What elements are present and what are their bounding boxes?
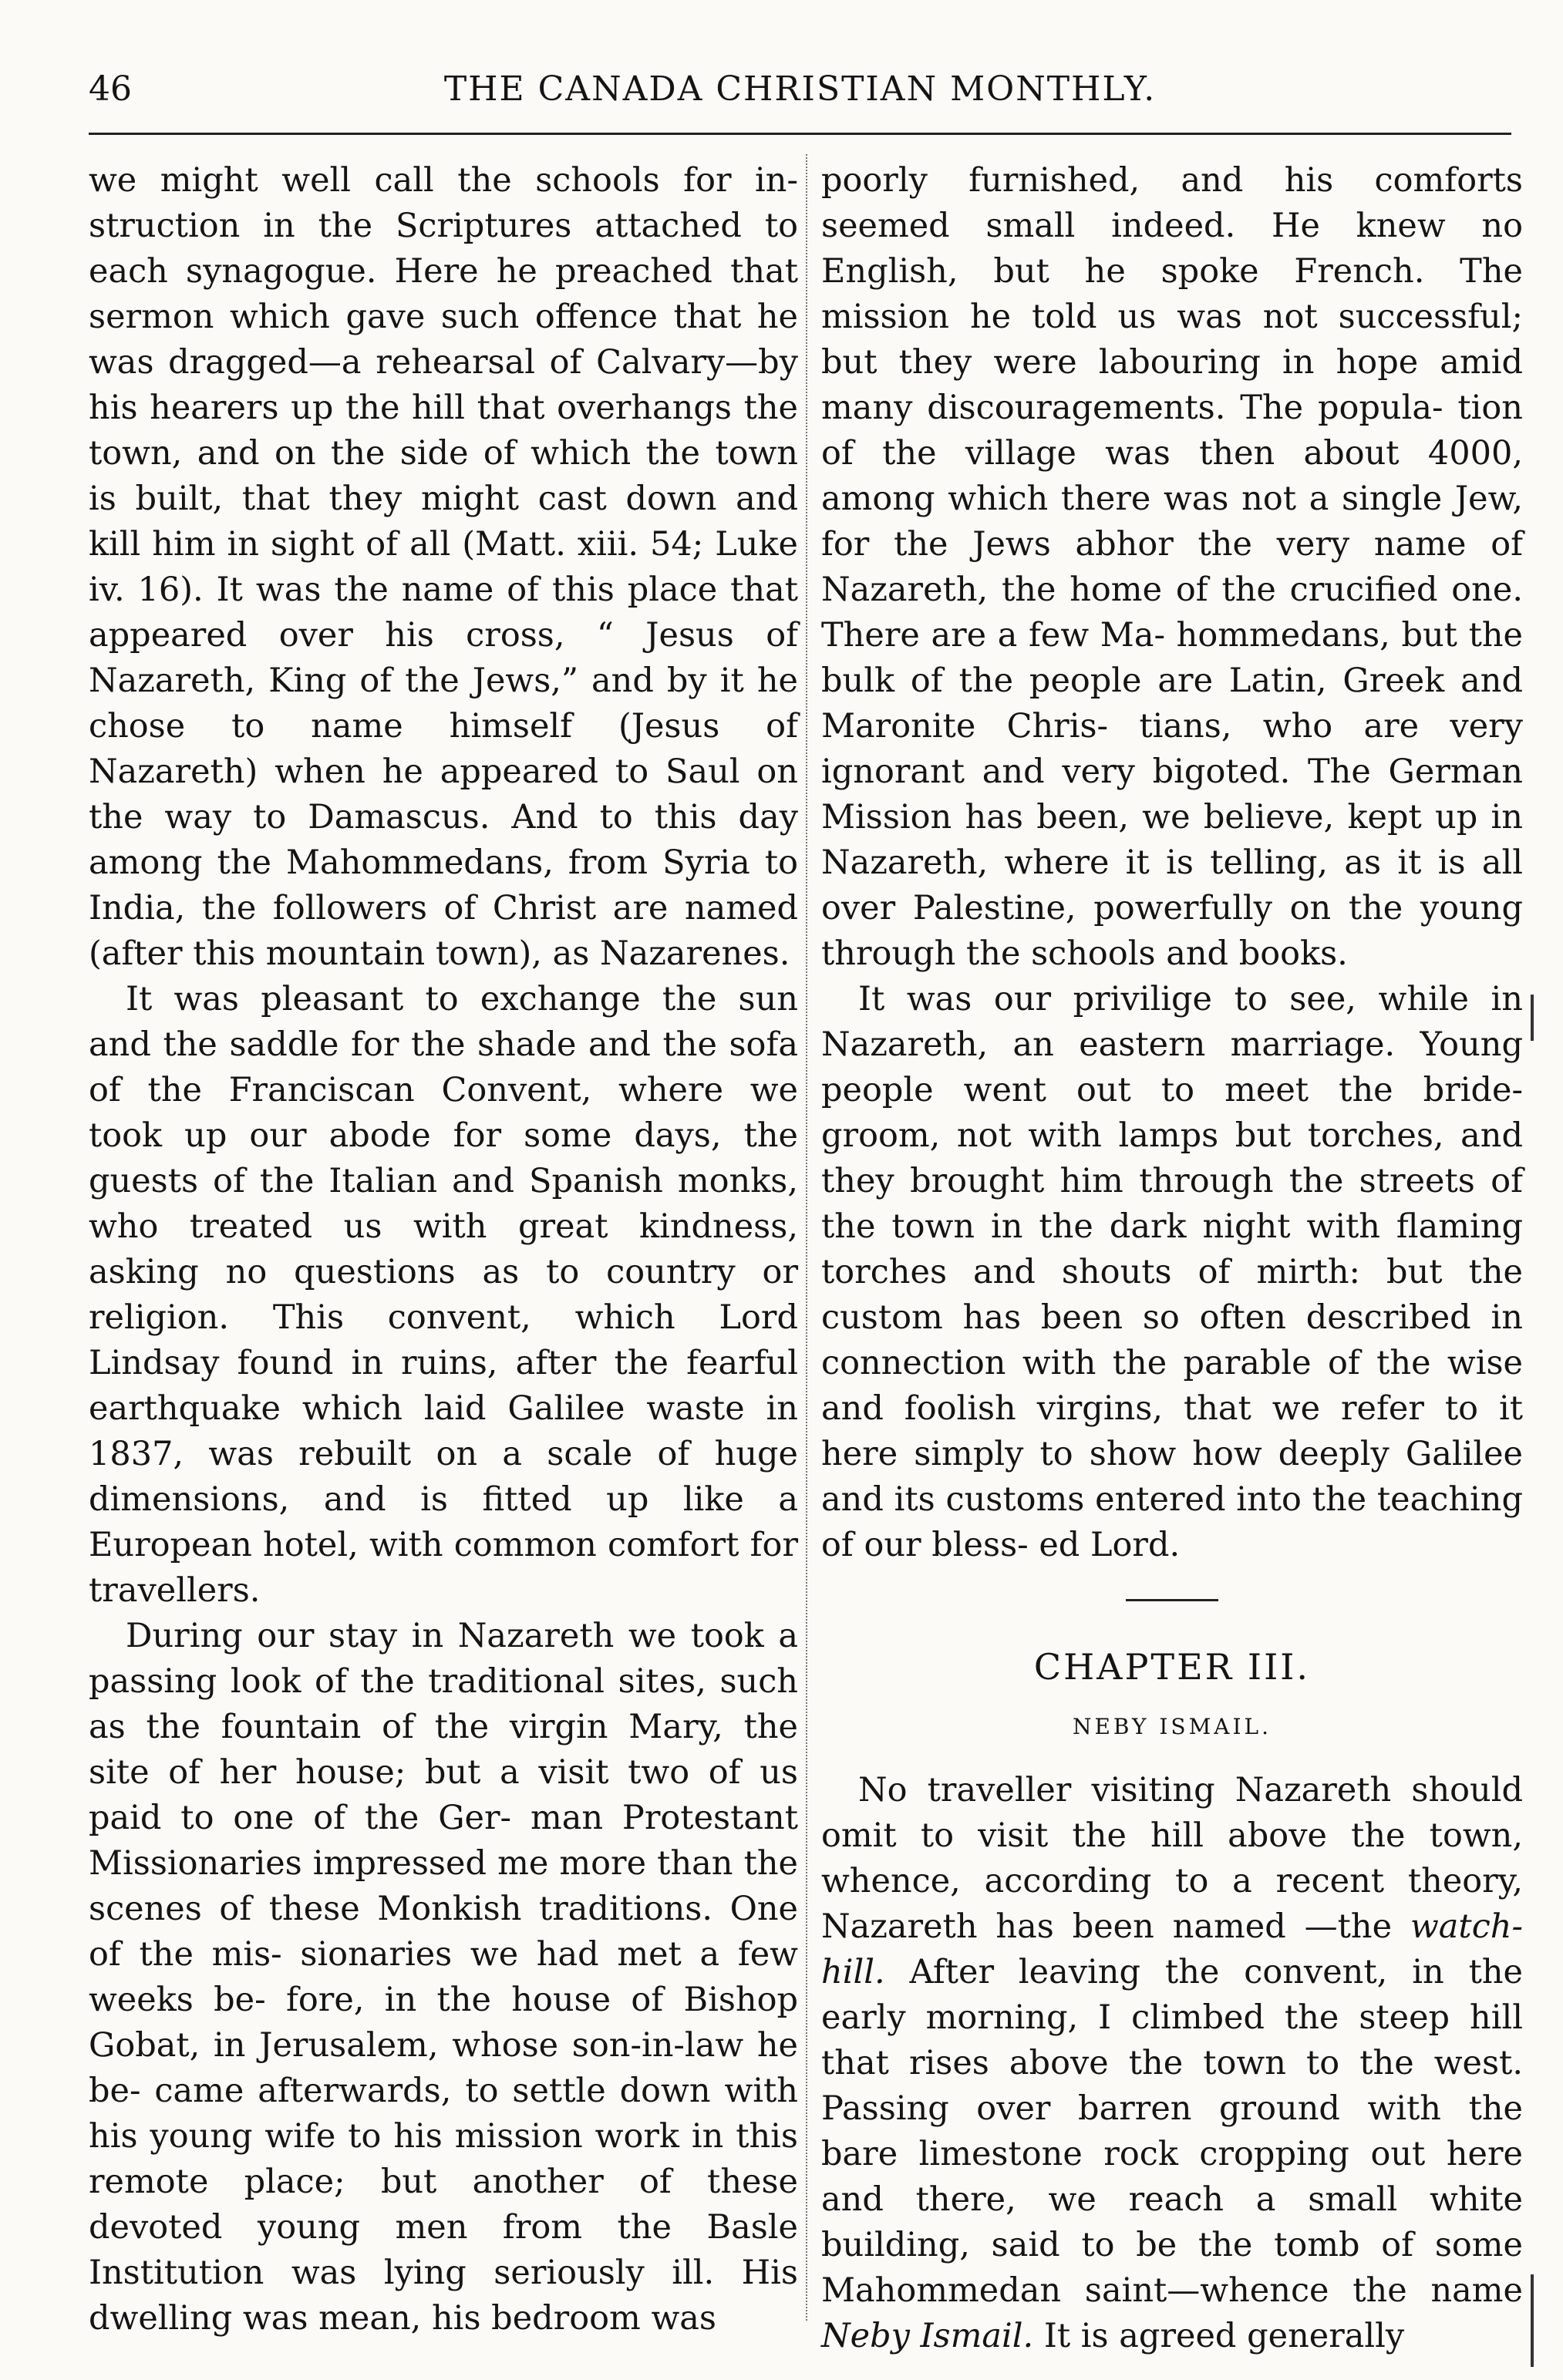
page-header	[89, 69, 1511, 123]
section-ornament-rule	[1126, 1599, 1218, 1601]
paragraph-3-italic-watch-hill: watch- hill.	[821, 1907, 1523, 1991]
scan-edge-mark	[1531, 2274, 1534, 2367]
left-paragraph-2: It was pleasant to exchange the sun and the saddle for the shade and the sofa of the Franciscan Convent, where we took up our abode for some days, the guests of the Italian and Spanish monks, who treated us with great kindness, asking no questions as to country or religion. This convent, which Lord Lindsay found in ruins, after the fearful earthquake which laid Galilee waste in 1837, was rebuilt on a scale of huge dimensions, and is fitted up like a European hotel, with common comfort for travellers.	[89, 980, 798, 1610]
paragraph-3-text-c: It is agreed generally	[1033, 2317, 1405, 2355]
right-paragraph-1: poorly furnished, and his comforts seemed small indeed. He knew no English, but he spoke French. The mission he told us was not successful; but they were labouring in hope amid many discouragements. The popula- tion of the village was then about 4000, among which there was not a single Jew, for the Jews abhor the very name of Nazareth, the home of the crucified one. There are a few Ma- hommedans, but the bulk of the people are Latin, Greek and Maronite Chris- tians, who are very ignorant and very bigoted. The German Mission has been, we believe, kept up in Nazareth, where it is telling, as it is all over Palestine, powerfully on the young through the schools and books.	[821, 161, 1523, 973]
left-paragraph-3: During our stay in Nazareth we took a passing look of the traditional sites, such as the fountain of the virgin Mary, the site of her house; but a visit two of us paid to one of the Ger- man Protestant Missionaries impressed me more than the scenes of these Monkish traditions. One of the mis- sionaries we had met a few weeks be- fore, in the house of Bishop Gobat, in Jerusalem, whose son-in-law he be- came afterwards, to settle down with his young wife to his mission work in this remote place; but another of these devoted young men from the Basle Institution was lying seriously ill. His dwelling was mean, his bedroom was	[89, 1617, 798, 2338]
chapter-subheading: NEBY ISMAIL.	[1072, 1714, 1272, 1739]
left-column	[89, 158, 798, 2341]
running-title: THE CANADA CHRISTIAN MONTHLY.	[443, 69, 1157, 109]
chapter-heading: CHAPTER III.	[1033, 1646, 1311, 1688]
paragraph-3-text-a: No traveller visiting Nazareth should omit to visit the hill above the town, whence, according to a recent theory, Nazareth has been named —the	[821, 1771, 1523, 1946]
right-column	[821, 158, 1523, 2359]
left-paragraph-1: we might well call the schools for in- struction in the Scriptures attached to each synagogue. Here he preached that sermon which gave such offence that he was dragged—a rehearsal of Calvary—by his hearers up the hill that overhangs the town, and on the side of which the town is built, that they might cast down and kill him in sight of all (Matt. xiii. 54; Luke iv. 16). It was the name of this place that appeared over his cross, “ Jesus of Nazareth, King of the Jews,” and by it he chose to name himself (Jesus of Nazareth) when he appeared to Saul on the way to Damascus. And to this day among the Mahommedans, from Syria to India, the followers of Christ are named (after this mountain town), as Nazarenes.	[89, 161, 798, 973]
column-divider	[806, 154, 807, 2321]
page-number: 46	[89, 69, 132, 109]
paragraph-3-text-b: After leaving the convent, in the early morning, I climbed the steep hill that rises above the town to the west. Passing over barren ground with the bare limestone rock cropping out here and there, we reach a small white building, said to be the tomb of some Mahommedan saint—whence the name	[821, 1953, 1523, 2310]
right-paragraph-3	[821, 1768, 1523, 2359]
header-rule	[89, 133, 1511, 135]
right-paragraph-2: It was our privilige to see, while in Nazareth, an eastern marriage. Young people went out to meet the bride- groom, not with lamps but torches, and they brought him through the streets of the town in the dark night with flaming torches and shouts of mirth: but the custom has been so often described in connection with the parable of the wise and foolish virgins, that we refer to it here simply to show how deeply Galilee and its customs entered into the teaching of our bless- ed Lord.	[821, 980, 1523, 1564]
scan-edge-mark	[1531, 995, 1534, 1041]
paragraph-3-italic-neby-ismail: Neby Ismail.	[821, 2317, 1034, 2355]
